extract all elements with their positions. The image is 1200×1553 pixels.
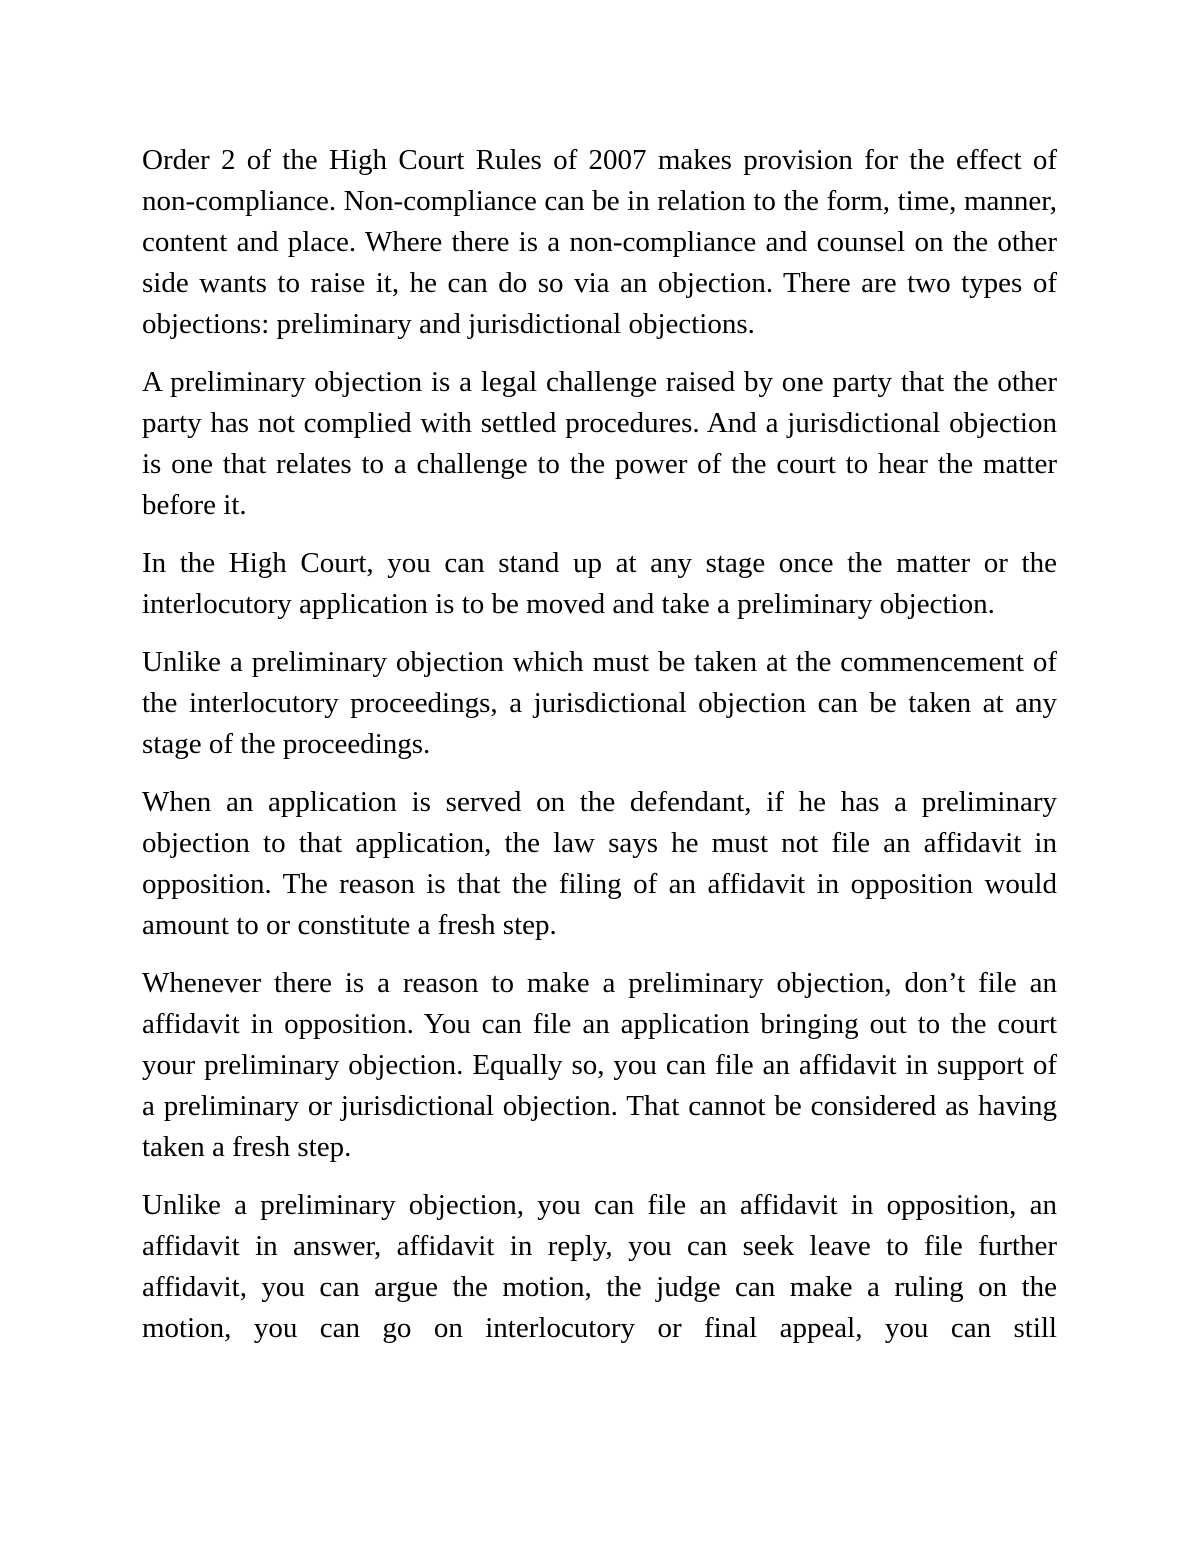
paragraph-high-court-stage: In the High Court, you can stand up at any stage once the matter or the interlocutory application is to be moved and take a preliminary objection. xyxy=(142,547,1057,620)
paragraph-jurisdictional-timing: Unlike a preliminary objection which must be taken at the commencement of the interlocutory proceedings, a jurisdictional objection can be taken at any stage of the proceedings. xyxy=(142,646,1057,760)
paragraph-objection-definitions: A preliminary objection is a legal challenge raised by one party that the other party has not complied with settled procedures. And a jurisdictional objection is one that relates to a challenge to the power of the court to hear the matter before it. xyxy=(142,366,1057,521)
document-body xyxy=(142,140,1057,1349)
paragraph-non-compliance: Order 2 of the High Court Rules of 2007 makes provision for the effect of non-compliance. Non-compliance can be in relation to the form, time, manner, content and place. Where there is a non-compliance and counsel on the other side wants to raise it, he can do so via an objection. There are two types of objections: preliminary and jurisdictional objections. xyxy=(142,144,1057,340)
paragraph-served-application: When an application is served on the defendant, if he has a preliminary objection to that application, the law says he must not file an affidavit in opposition. The reason is that the filing of an affidavit in opposition would amount to or constitute a fresh step. xyxy=(142,786,1057,941)
paragraph-unlike-preliminary: Unlike a preliminary objection, you can file an affidavit in opposition, an affidavit in answer, affidavit in reply, you can seek leave to file further affidavit, you can argue the motion, the judge can make a ruling on the motion, you can go on interlocutory or final appeal, you can still xyxy=(142,1189,1057,1344)
paragraph-fresh-step: Whenever there is a reason to make a preliminary objection, don’t file an affidavit in opposition. You can file an application bringing out to the court your preliminary objection. Equally so, you can file an affidavit in support of a preliminary or jurisdictional objection. That cannot be considered as having taken a fresh step. xyxy=(142,967,1057,1163)
